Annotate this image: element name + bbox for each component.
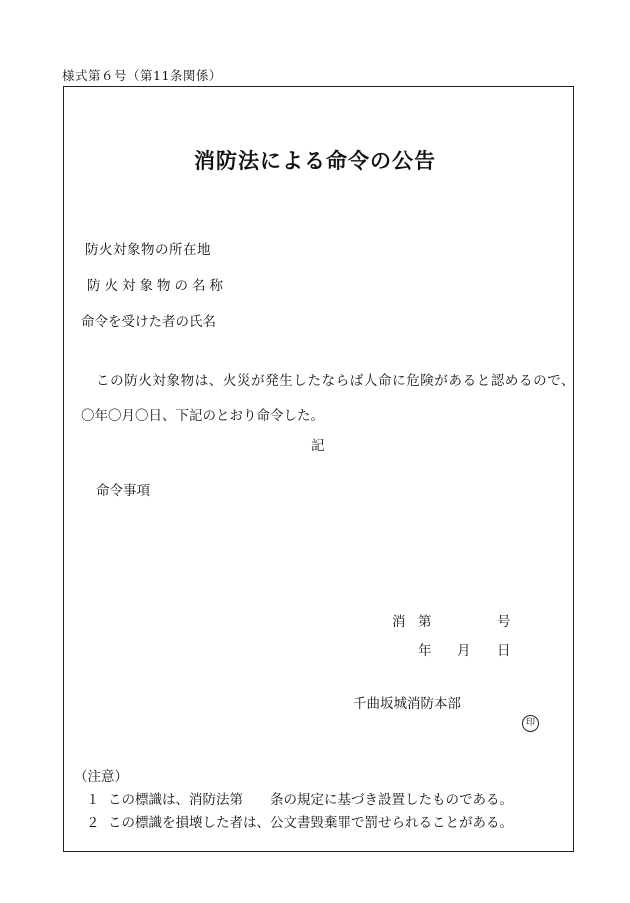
note-text: この標識を損壊した者は、公文書毀棄罪で罰せられることがある。 bbox=[108, 815, 513, 831]
location-label: 防火対象物の所在地 bbox=[85, 242, 211, 258]
note-text: この標識は、消防法第 条の規定に基づき設置したものである。 bbox=[108, 792, 513, 808]
document-frame bbox=[63, 86, 574, 852]
ref-prefix: 消 bbox=[392, 614, 406, 630]
notes-heading: （注意） bbox=[74, 769, 128, 785]
body-line-2: 〇年〇月〇日、下記のとおり命令した。 bbox=[81, 408, 324, 424]
date-month: 月 bbox=[457, 643, 471, 659]
date-year: 年 bbox=[418, 643, 432, 659]
name-label: 防火対象物の名称 bbox=[87, 278, 227, 294]
body-line-1: この防火対象物は、火災が発生したならば人命に危険があると認めるので、 bbox=[96, 373, 576, 389]
ref-dai: 第 bbox=[418, 614, 432, 630]
recipient-label: 命令を受けた者の氏名 bbox=[81, 314, 216, 330]
note-number: １ bbox=[86, 792, 100, 808]
note-number: ２ bbox=[86, 815, 100, 831]
date-day: 日 bbox=[497, 643, 511, 659]
page-title: 消防法による命令の公告 bbox=[194, 148, 436, 173]
ki-mark: 記 bbox=[311, 438, 325, 454]
seal-mark: 印 bbox=[522, 715, 539, 732]
ref-go: 号 bbox=[497, 614, 511, 630]
issuer-name: 千曲坂城消防本部 bbox=[353, 696, 461, 712]
order-items-label: 命令事項 bbox=[96, 483, 150, 499]
form-number: 様式第６号（第11条関係） bbox=[62, 68, 222, 83]
